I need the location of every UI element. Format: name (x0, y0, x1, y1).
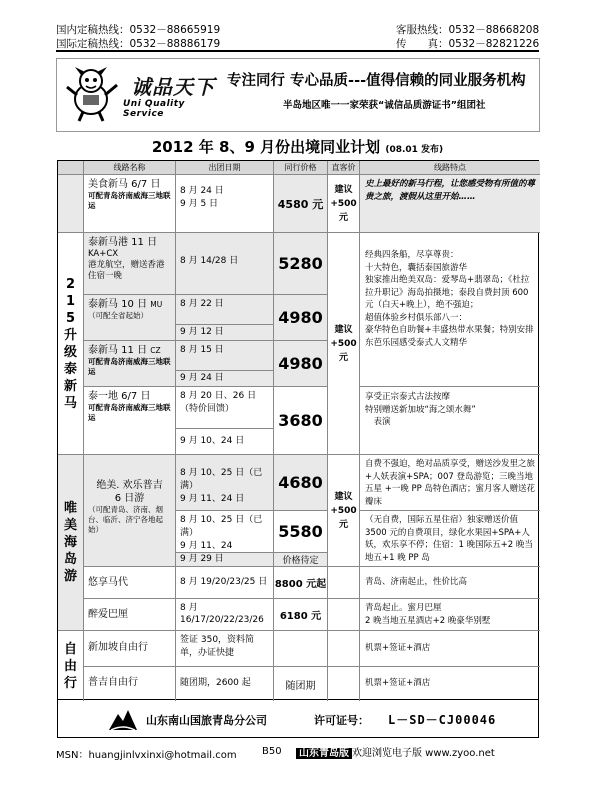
route-feature: 史上最好的新马行程，让您感受物有所值的尊贵之旅，渡假从这里开始…… (360, 175, 540, 233)
direct-blank (328, 567, 360, 599)
route-name: 泰新马 11 日 (88, 345, 148, 356)
col-dates: 出团日期 (176, 161, 274, 175)
logo-english: Uni Quality Service (123, 99, 185, 119)
route-dates: 8 月 22 日 (176, 295, 274, 325)
logo (63, 65, 223, 125)
direct-price: 建议 +500 元 (328, 455, 360, 567)
region-label: 2 1 5 升 级 泰 新 马 (58, 233, 84, 455)
route-name: 绝美. 欢乐普吉 6 日游 (96, 480, 163, 504)
region-blank (58, 175, 84, 233)
edition-brand (296, 744, 495, 759)
table-row (84, 341, 176, 387)
domestic-hotline: 国内定稿热线：0532－88665919 (56, 24, 221, 36)
price-blank (274, 631, 328, 667)
route-name: 新加坡自由行 (88, 642, 148, 653)
route-price: 5580 (274, 511, 328, 553)
route-name: 美食新马 6/7 日 (88, 179, 161, 190)
route-feature: 享受正宗泰式古法按摩 特别赠送新加坡“海之颂水舞” 表演 (360, 387, 540, 455)
banner (56, 58, 540, 132)
table-row (84, 455, 176, 567)
route-dates: 8 月 15 日 (176, 341, 274, 371)
edition-label: 山东青岛版 (296, 748, 352, 759)
route-note: （可配青岛、济南、烟台、临沂、济宁各地起始） (88, 505, 163, 534)
route-dates: 9 月 12 日 (176, 325, 274, 341)
route-sub: KA+CX 港龙航空，赠送香港住宿一晚 (88, 249, 165, 281)
table-row (84, 667, 176, 701)
route-note: 可配青岛济南威海三地联运 (88, 357, 171, 376)
route-dates: 9 月 24 日 (176, 371, 274, 387)
edition-site: 欢迎浏览电子版 www.zyoo.net (352, 748, 495, 759)
title-main: 2012 年 8、9 月份出境同业计划 (151, 138, 381, 156)
direct-blank (328, 631, 360, 667)
page-number: B50 (262, 746, 282, 757)
company-name: 山东南山国旅青岛分公司 (146, 714, 267, 727)
table-row (84, 567, 176, 599)
title-tag: (08.01 发布) (385, 145, 444, 155)
route-name: 泰新马 10 日 (88, 299, 148, 310)
logo-text: 诚品天下 (131, 75, 215, 99)
route-feature: 自费不强迫，绝对品质享受，赠送沙发里之旅+人妖表演+SPA；007 登岛游览；三晚当地五星 +一晚 PP 岛特色酒店；蜜月客人赠送花瓣床 (360, 455, 540, 511)
route-note: 可配青岛济南威海三地联运 (88, 191, 171, 210)
route-price: 随团期 (274, 667, 328, 701)
region-label: 唯 美 海 岛 游 (58, 455, 84, 631)
header-rule (56, 50, 539, 52)
table-row (84, 631, 176, 667)
route-feature: 经典四条船，尽享尊贵： 十大特色，囊括泰国旅游华 独家推出绝美双岛：爱琴岛+翡翠岛；《杜拉拉升职记》海岛拍摄地；泰段自费封顶 600 元（白天+晚上），绝不强迫； 超值体验乡村俱乐部八一： 豪华特色自助餐+丰盛热带水果餐；特别安排东芭乐园感受泰式人文精华 (360, 233, 540, 387)
region-label: 自 由 行 (58, 631, 84, 701)
route-dates: 随团期，2600 起 (176, 667, 274, 701)
table-row (84, 295, 176, 341)
col-price: 同行价格 (274, 161, 328, 175)
route-price: 4980 (274, 295, 328, 341)
plan-table (57, 160, 539, 700)
license-label: 许可证号： (314, 714, 369, 727)
fax-number: 传 真：0532－82821226 (396, 38, 540, 50)
col-direct: 直客价 (328, 161, 360, 175)
route-price: 8800 元起 (274, 567, 328, 599)
table-row (84, 599, 176, 631)
route-feature: （无自费，国际五星住宿）独家赠送价值 3500 元的自费项目，绿化水果园+SPA+人妖，欢乐享不停；住宿：1 晚国际五+2 晚当地五+1 晚 PP 岛 (360, 511, 540, 567)
subslogan: 半岛地区唯一一家荣获“诚信品质游证书”组团社 (283, 100, 486, 111)
airline-code: CZ (150, 346, 161, 355)
route-price: 4580 元 (274, 175, 328, 233)
direct-price: 建议 +500 元 (328, 233, 360, 455)
route-note: （可配全省起始） (88, 311, 148, 320)
table-row (84, 175, 176, 233)
airline-code: MU (150, 300, 163, 309)
route-dates: 8 月 20 日、26 日 （特价回馈） (176, 387, 274, 429)
route-dates: 签证 350，资料简单，办证快捷 (176, 631, 274, 667)
direct-price: 建议 +500 元 (328, 175, 360, 233)
route-feature: 机票+签证+酒店 (365, 678, 431, 688)
route-name: 泰新马港 11 日 (88, 237, 158, 248)
company-footer (57, 700, 539, 738)
route-price: 3680 (274, 387, 328, 455)
table-row (84, 387, 176, 455)
route-dates: 8 月 14/28 日 (176, 233, 274, 295)
route-dates: 8 月 16/17/20/22/23/26 (176, 599, 274, 631)
route-dates: 8 月 24 日 9 月 5 日 (176, 175, 274, 233)
header-blank (58, 161, 84, 175)
service-hotline: 客服热线：0532－88668208 (396, 24, 540, 36)
slogan: 专注同行 专心品质---值得信赖的同业服务机构 (227, 73, 526, 89)
route-price: 4680 (274, 455, 328, 511)
route-price: 6180 元 (274, 599, 328, 631)
route-name: 悠享马代 (88, 577, 128, 588)
page-title (0, 136, 595, 157)
msn-contact: MSN：huangjinlvxinxi@hotmail.com (56, 750, 237, 761)
col-features: 线路特点 (360, 161, 540, 175)
direct-blank (328, 599, 360, 631)
route-name: 泰一地 6/7 日 (88, 391, 151, 402)
route-price: 5280 (274, 233, 328, 295)
table-row (84, 233, 176, 295)
route-dates: 8 月 10、25 日（已满） 9 月 11、24 日 (176, 455, 274, 511)
route-dates: 9 月 10、24 日 (176, 429, 274, 455)
license-code: L－SD－CJ00046 (388, 713, 497, 727)
mascot-icon (63, 65, 123, 123)
route-price: 价格待定 (274, 553, 328, 567)
route-feature: 青岛起止。蜜月巴厘 2 晚当地五星酒店+2 晚豪华别墅 (360, 599, 540, 631)
route-note: 可配青岛济南威海三地联运 (88, 403, 171, 422)
international-hotline: 国际定稿热线：0532－88886179 (56, 38, 221, 50)
route-dates: 8 月 10、25 日（已满） 9 月 11、24 (176, 511, 274, 553)
route-name: 普吉自由行 (88, 677, 138, 688)
route-feature: 机票+签证+酒店 (360, 631, 540, 667)
mountain-logo-icon (108, 706, 138, 732)
route-name: 醉爱巴厘 (88, 609, 128, 620)
route-dates: 9 月 29 日 (176, 553, 274, 567)
route-feature: 青岛、济南起止，性价比高 (360, 567, 540, 599)
route-price: 4980 (274, 341, 328, 387)
col-route: 线路名称 (84, 161, 176, 175)
route-dates: 8 月 19/20/23/25 日 (176, 567, 274, 599)
direct-blank (328, 667, 360, 701)
